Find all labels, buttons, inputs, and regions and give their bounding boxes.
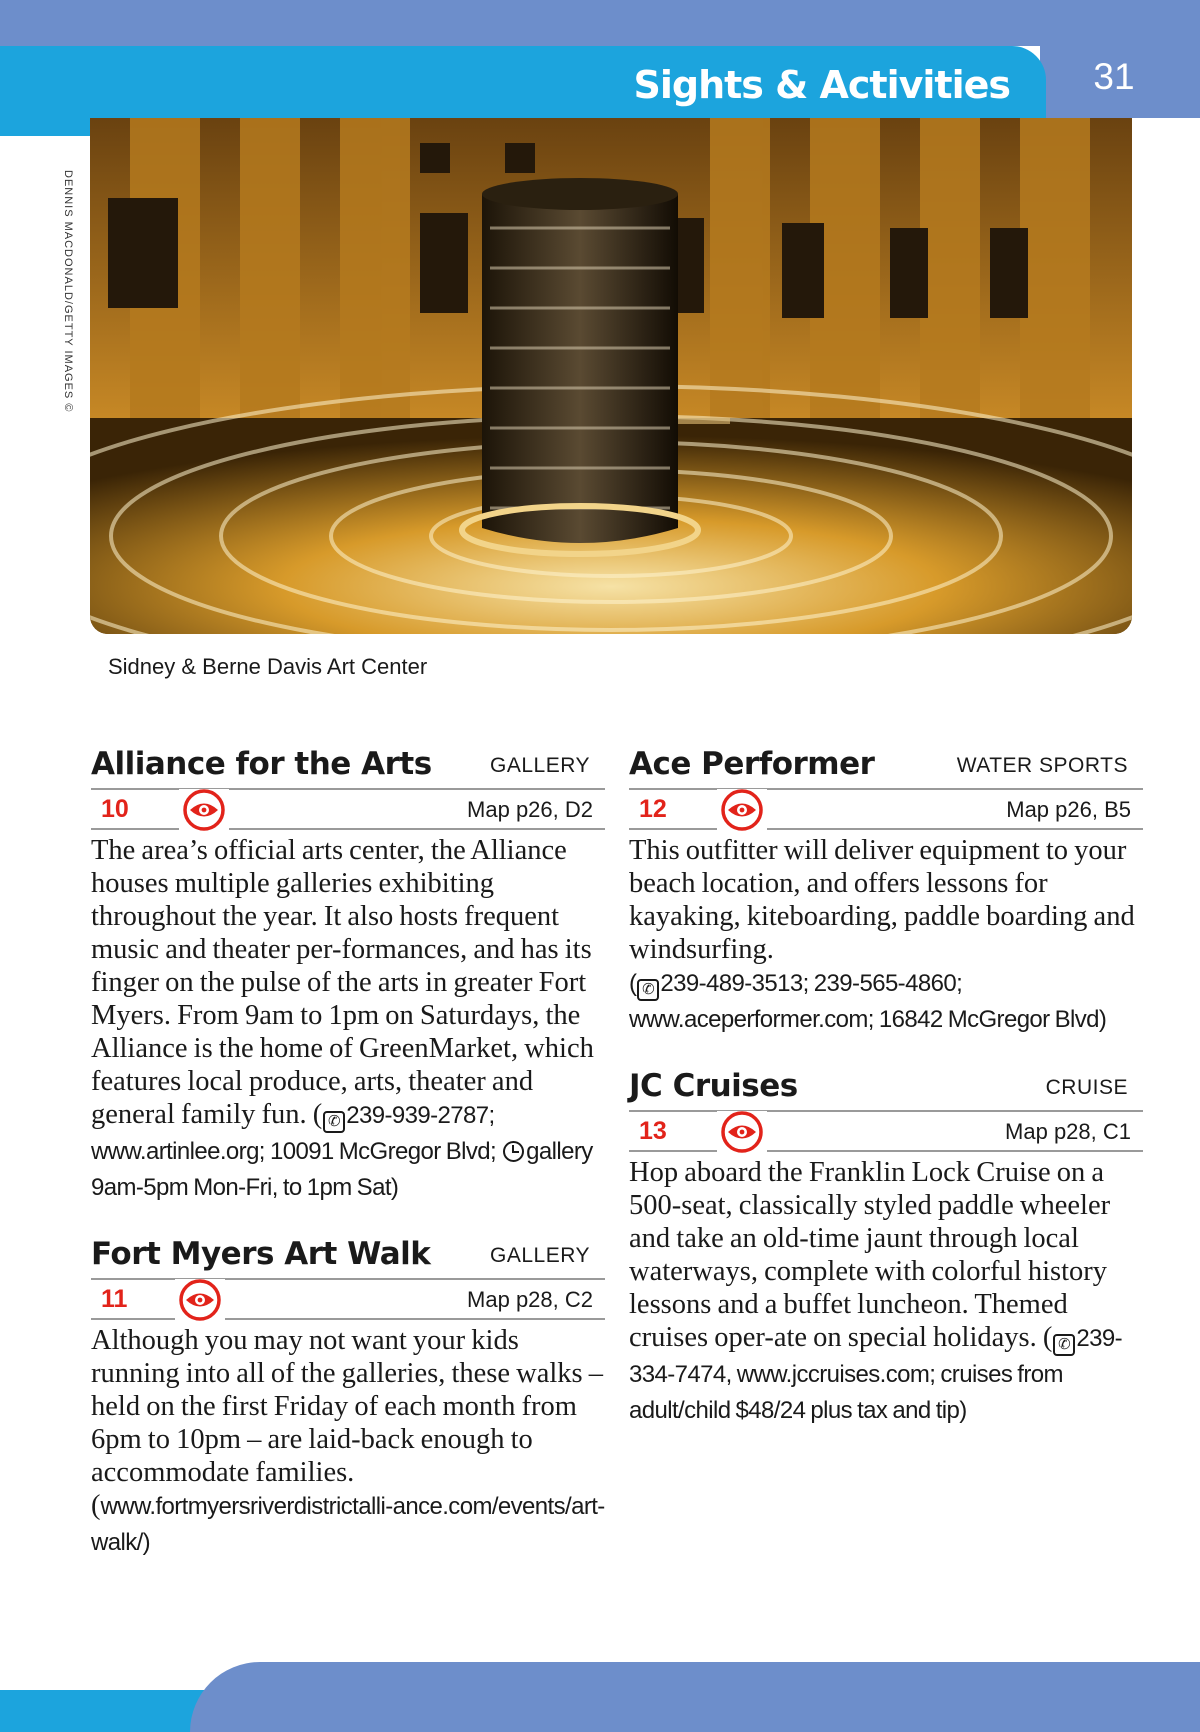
listing-map-ref: Map p28, C2 [467,1287,593,1312]
clock-icon [503,1141,524,1162]
page-corner-band [1040,0,1200,118]
listing-meta [629,790,1143,830]
page-number: 31 [1093,56,1135,97]
eye-icon [179,789,229,831]
eye-icon [175,1279,225,1321]
listing-name: JC Cruises [629,1068,798,1104]
listing-category: GALLERY [490,754,590,777]
eye-icon [717,789,767,831]
listing-number: 12 [639,795,667,823]
listing-meta [91,1280,605,1320]
listing-map-ref: Map p28, C1 [1005,1119,1131,1144]
listing-entry [629,1066,1143,1429]
listing-description [629,834,1143,1038]
left-column [91,744,605,1589]
eye-icon [717,1111,767,1153]
description-text: Hop aboard the Franklin Lock Cruise on a 500-seat, classically styled paddle wheeler and take an old-time jaunt through local waterways, complete with colorful history lessons and a buffet luncheon. Themed cruises oper-ate on special holidays. ( [629,1157,1111,1353]
featured-photo [90,118,1132,634]
section-title: Sights & Activities [633,63,1010,107]
listing-phone: 239-334-7474 [629,1325,1123,1388]
listing-category: CRUISE [1045,1076,1128,1099]
listing-header [629,1066,1143,1112]
listing-description [91,834,605,1206]
listing-details: www.fortmyersriverdistrictalli-ance.com/events/art-walk/) [91,1493,605,1556]
listing-map-ref: Map p26, B5 [1006,797,1131,822]
listing-map-ref: Map p26, D2 [467,797,593,822]
telephone-icon: ✆ [323,1111,345,1133]
listing-meta [629,1112,1143,1152]
description-text: Although you may not want your kids running into all of the galleries, these walks – held on the first Friday of each month from 6pm to 10pm – are laid-back enough to accommodate families. ( [91,1325,603,1521]
photo-credit: DENNIS MACDONALD/GETTY IMAGES © [62,170,74,413]
listing-details: , www.jccruises.com; cruises from adult/child $48/24 plus tax and tip) [629,1361,1063,1424]
description-text: This outfitter will deliver equipment to your beach location, and offers lessons for kayaking, kiteboarding, paddle boarding and windsurfing. [629,835,1135,965]
listing-details: ; 239-565-4860; www.aceperformer.com; 16842 McGregor Blvd) [629,970,1107,1033]
listing-hours: gallery 9am-5pm Mon-Fri, to 1pm Sat) [91,1138,593,1201]
top-band [0,0,1200,46]
listing-entry [91,1234,605,1561]
footer-band [190,1662,1200,1732]
listing-number: 10 [101,795,129,823]
listing-number: 13 [639,1117,667,1145]
listing-name: Fort Myers Art Walk [91,1236,431,1272]
listing-details: ; www.artinlee.org; 10091 McGregor Blvd; [91,1102,502,1165]
listing-header [91,744,605,790]
listing-description [629,1156,1143,1429]
listing-name: Alliance for the Arts [91,746,432,782]
telephone-icon: ✆ [1053,1334,1075,1356]
listing-number: 11 [101,1285,128,1313]
listing-description [91,1324,605,1561]
listing-phone: 239-939-2787 [346,1102,489,1129]
listing-header [629,744,1143,790]
listing-entry [629,744,1143,1038]
art-center-photo [90,118,1132,634]
listing-name: Ace Performer [629,746,875,782]
listing-entry [91,744,605,1206]
listing-phone: 239-489-3513 [660,970,803,997]
listing-header [91,1234,605,1280]
right-column [629,744,1143,1457]
listing-category: WATER SPORTS [956,754,1128,777]
description-text: The area’s official arts center, the Alliance houses multiple galleries exhibiting throughout the year. It also hosts frequent music and theater per-formances, and has its finger on the pulse of the arts in greater Fort Myers. From 9am to 1pm on Saturdays, the Alliance is the home of GreenMarket, which features local produce, arts, theater and general family fun. ( [91,835,594,1130]
listing-details-open: ( [629,970,637,997]
listing-meta [91,790,605,830]
photo-caption: Sidney & Berne Davis Art Center [108,654,428,679]
listing-category: GALLERY [490,1244,590,1267]
telephone-icon: ✆ [637,979,659,1001]
